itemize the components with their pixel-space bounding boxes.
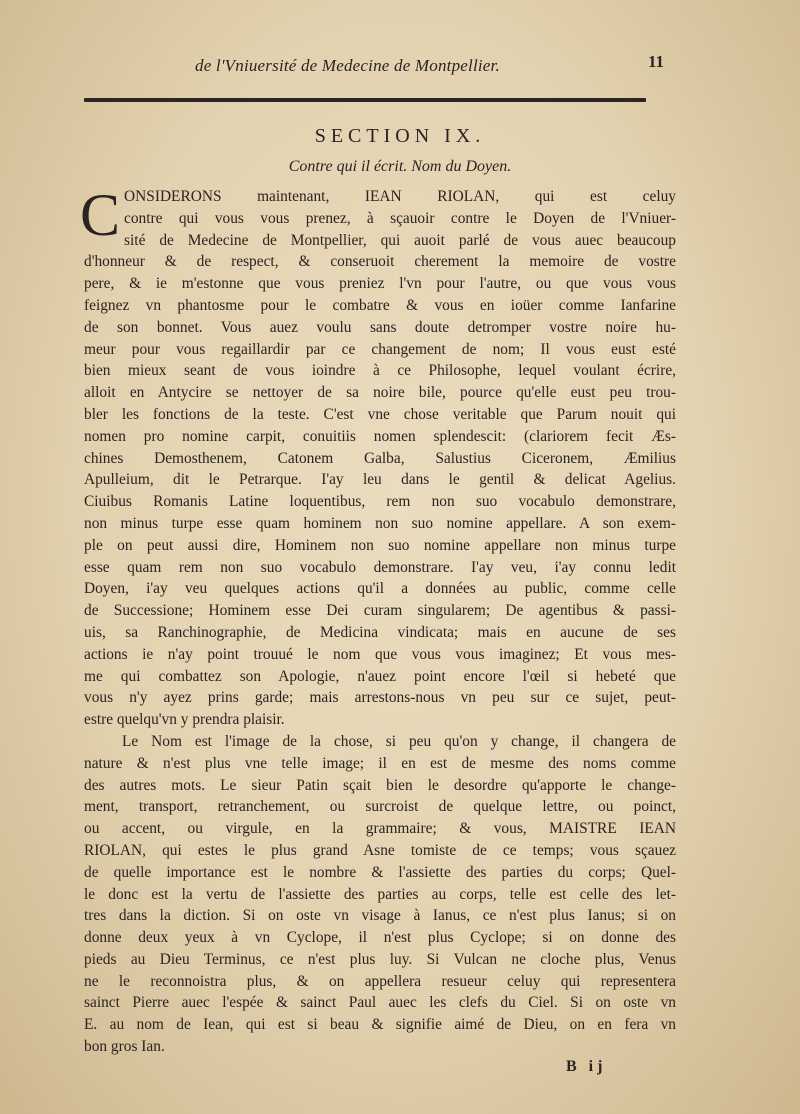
text-line: de quelle importance est le nombre & l'assiette des parties du corps; Quel- <box>84 863 676 881</box>
section-subtitle: Contre qui il écrit. Nom du Doyen. <box>288 158 512 175</box>
text-line: meur pour vous regaillardir par ce changement de nom; Il vous eust esté <box>84 340 676 358</box>
text-line: nomen pro nomine carpit, conuitiis nomen splendescit: (clariorem fecit Æs- <box>84 427 676 445</box>
text-line: tres dans la diction. Si on oste vn visage à Ianus, ce n'est plus Ianus; si on <box>84 907 676 925</box>
text-line: pere, & ie m'estonne que vous preniez l'vn pour l'autre, ou que vous vous <box>84 275 676 293</box>
text-line: Doyen, i'ay veu quelques actions qu'il a données au public, comme celle <box>84 580 676 598</box>
text-line: donne deux yeux à vn Cyclope, il n'est plus Cyclope; si on donne des <box>84 929 676 947</box>
text-line: pieds au Dieu Terminus, ce n'est plus luy. Si Vulcan ne cloche plus, Venus <box>84 950 676 968</box>
text-line: alloit en Antycire se nettoyer de sa noire bile, pource qu'elle eust peu trou- <box>84 384 676 402</box>
text-line: d'honneur & de respect, & conseruoit cherement la memoire de vostre <box>84 253 676 271</box>
text-line: chines Demosthenem, Catonem Galba, Salustius Ciceronem, Æmilius <box>84 449 676 467</box>
text-line: de son bonnet. Vous auez voulu sans doute detromper vostre noire hu- <box>84 318 676 336</box>
text-line: ment, transport, retranchement, ou surcroist de quelque lettre, ou poinct, <box>84 798 676 816</box>
body-text <box>80 182 676 1058</box>
text-line: bien mieux seant de vous ioindre à ce Philosophe, lequel voulant écrire, <box>84 362 676 380</box>
text-line: E. au nom de Iean, qui est si beau & signifie aimé de Dieu, on en fera vn <box>84 1016 676 1034</box>
text-line: estre quelqu'vn y prendra plaisir. <box>84 711 285 729</box>
running-head: de l'Vniuersité de Medecine de Montpellier. <box>195 56 500 75</box>
text-line: Le Nom est l'image de la chose, si peu qu'on y change, il changera de <box>122 732 676 750</box>
text-line: feignez vn phantosme pour le combatre & vous en ioüer comme Ianfarine <box>84 296 676 314</box>
text-line: sité de Medecine de Montpellier, qui auoit parlé de vous auec beaucoup <box>124 231 676 249</box>
text-line: uis, sa Ranchinographie, de Medicina vindicata; mais en aucune de ses <box>84 623 676 641</box>
text-line: nature & n'est plus vne telle image; il en est de mesme des noms comme <box>84 754 676 772</box>
header-rule <box>84 98 646 102</box>
text-line: non minus turpe esse quam hominem non suo nomine appellare. A son exem- <box>84 514 676 532</box>
text-line: sainct Pierre auec l'espée & sainct Paul auec les clefs du Ciel. Si on oste vn <box>84 994 676 1012</box>
text-line: bon gros Ian. <box>84 1038 165 1056</box>
text-line: vous n'y ayez prins garde; mais arrestons-nous vn peu sur ce sujet, peut- <box>84 689 676 707</box>
signature-mark: B ij <box>566 1058 607 1075</box>
drop-cap: C <box>80 182 121 248</box>
text-line: ne le reconnoistra plus, & on appellera resueur celuy qui representera <box>84 972 676 990</box>
text-line: contre qui vous vous prenez, à sçauoir contre le Doyen de l'Vniuer- <box>124 209 676 227</box>
text-line: ple on peut aussi dire, Hominem non suo nomine appellare non minus turpe <box>84 536 676 554</box>
text-line: ou accent, ou virgule, en la grammaire; & vous, MAISTRE IEAN <box>84 820 676 838</box>
text-line: actions ie n'ay point trouué le nom que vous vous imaginez; Et vous mes- <box>84 645 676 663</box>
text-line: Ciuibus Romanis Latine loquentibus, rem non suo vocabulo demonstrare, <box>84 493 676 511</box>
section-title: SECTION IX. <box>314 125 486 147</box>
text-line: RIOLAN, qui estes le plus grand Asne tomiste de ce temps; vous sçauez <box>84 841 676 859</box>
text-line: des autres mots. Le sieur Patin sçait bien le desordre qu'apporte le change- <box>84 776 676 794</box>
text-line: Apulleium, dit le Petrarque. I'ay leu dans le gentil & delicat Agelius. <box>84 471 676 489</box>
text-line: me qui combattez son Apologie, n'auez point encore l'œil si hebeté que <box>84 667 676 685</box>
page-number: 11 <box>648 52 665 71</box>
text-line: le donc est la vertu de l'assiette des parties au corps, telle est celle des let- <box>84 885 676 903</box>
text-line: ONSIDERONS maintenant, IEAN RIOLAN, qui est celuy <box>124 188 676 205</box>
text-line: esse quam rem non suo vocabulo demonstrare. I'ay veu, i'ay connu ledit <box>84 558 676 576</box>
text-line: bler les fonctions de la teste. C'est vne chose veritable que Parum nouit qui <box>84 405 676 423</box>
text-line: de Successione; Hominem esse Dei curam singularem; De agentibus & passi- <box>84 602 676 620</box>
